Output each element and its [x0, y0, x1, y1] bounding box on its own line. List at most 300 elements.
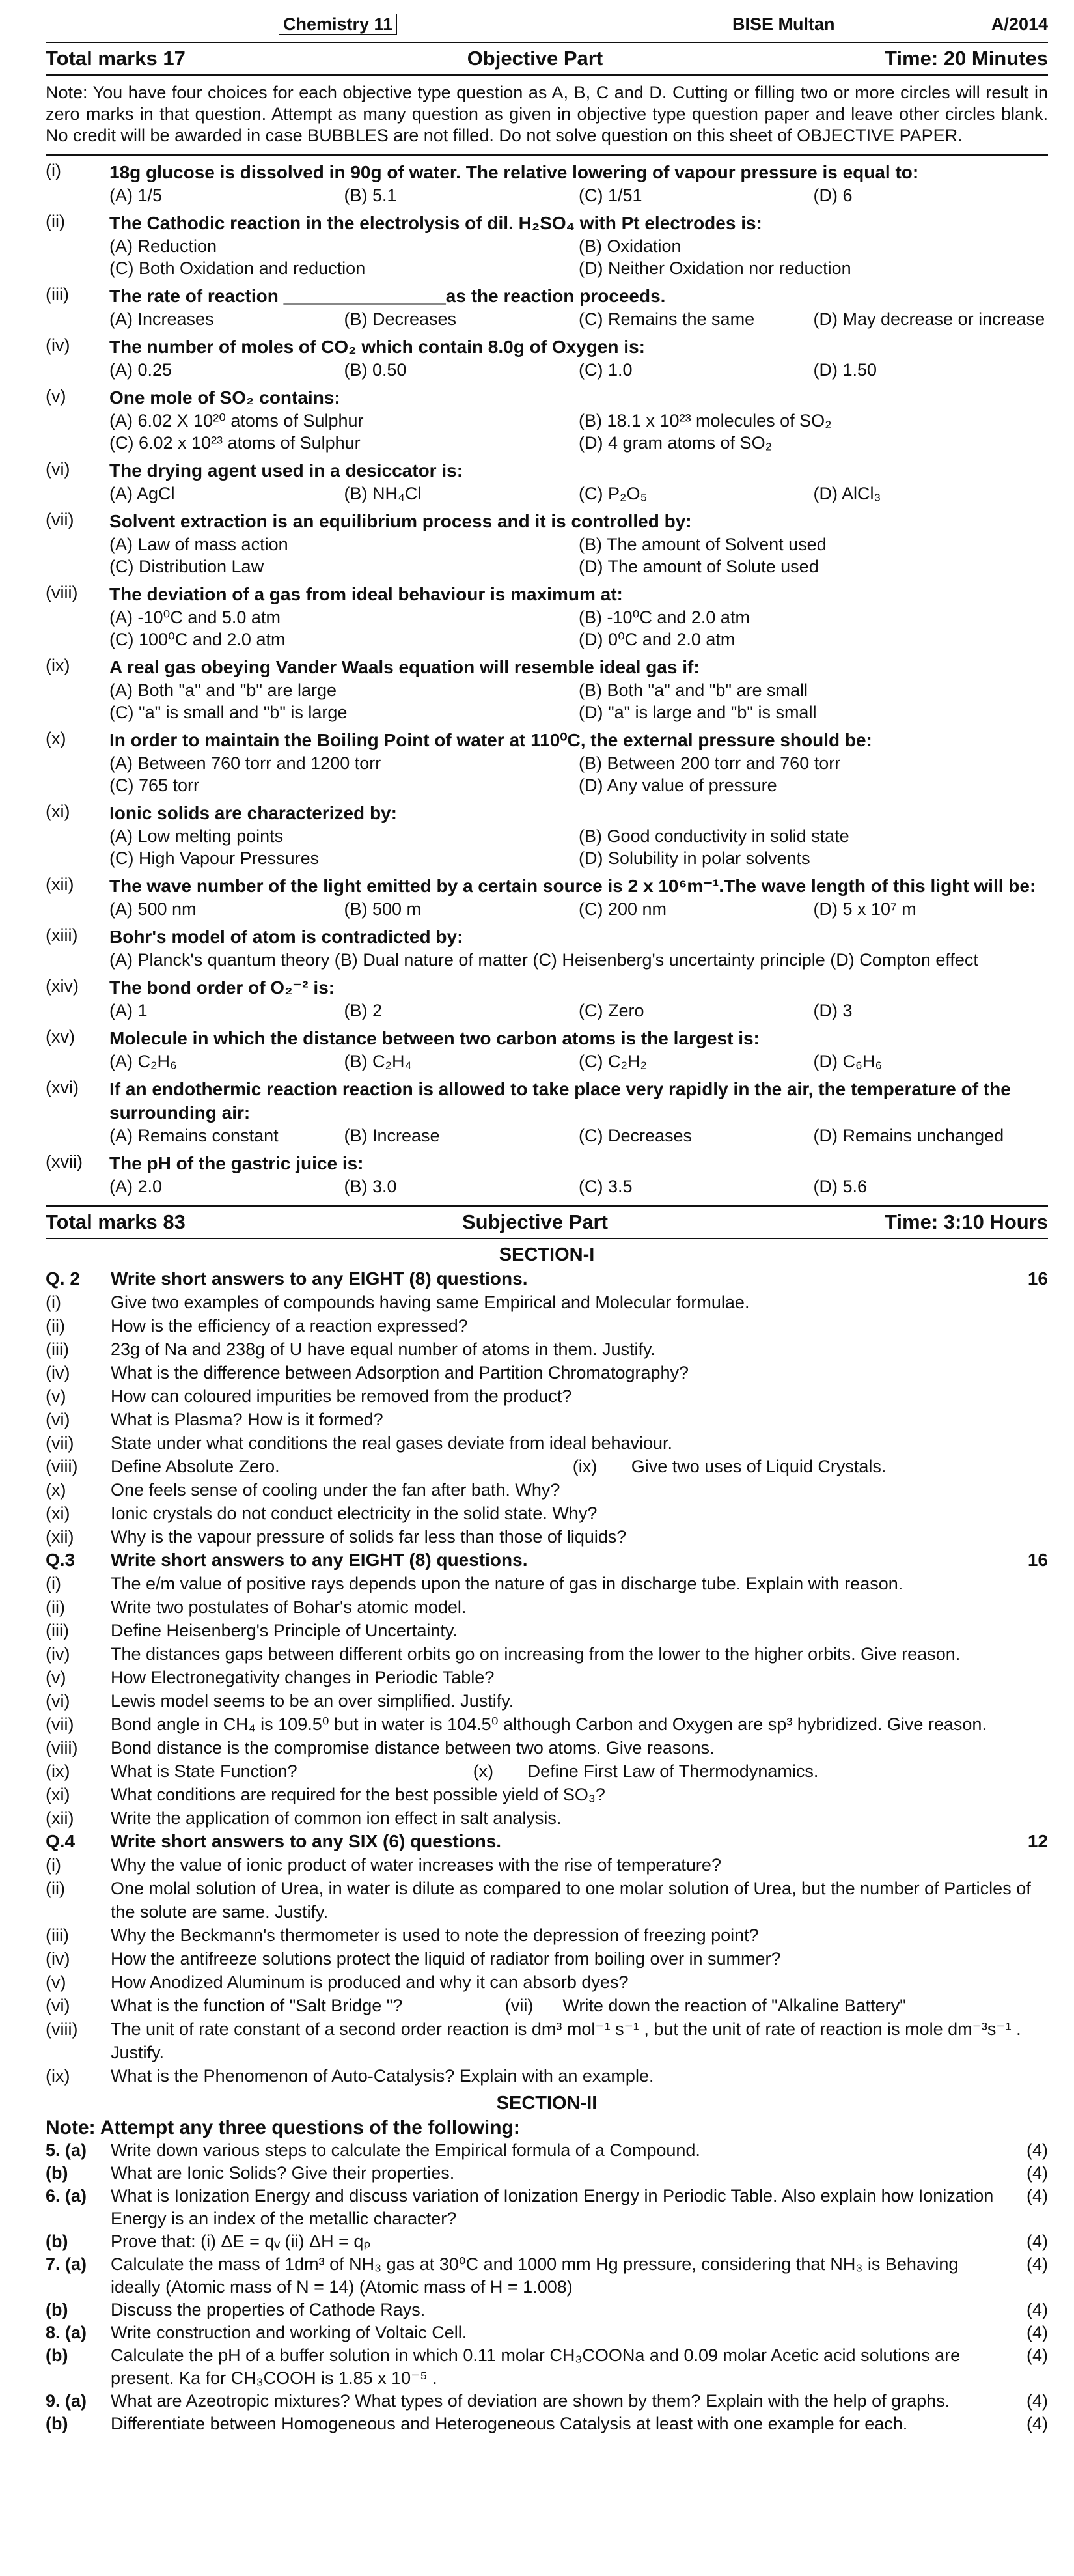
mcq-stem: One mole of SO₂ contains:	[109, 387, 340, 408]
question-instruction: Write short answers to any SIX (6) questions.	[111, 1831, 502, 1851]
mcq-body	[109, 1152, 1048, 1197]
short-question-item	[46, 2064, 1048, 2088]
item-number: (iv)	[46, 1363, 70, 1382]
short-question-item	[46, 1361, 1048, 1384]
mcq-option: (C) Distribution Law	[109, 557, 264, 576]
mcq-options	[109, 1175, 1048, 1197]
mcq-options	[109, 410, 1048, 432]
subjective-total: Total marks 83	[46, 1211, 186, 1233]
objective-note: Note: You have four choices for each objective type question as A, B, C and D. Cutting or filling two or more circles will result in zero marks in that question. Attempt as many question as given in objective type question paper and leave other circles blank. No credit will be awarded in case BUBBLES are not filled. Do not solve question on this sheet of OBJECTIVE PAPER.	[46, 76, 1048, 156]
short-question-item	[46, 1291, 1048, 1314]
item-number: (xi)	[46, 1785, 70, 1804]
item-number: (iii)	[46, 1925, 69, 1945]
mcq-option: (C) 200 nm	[579, 899, 667, 919]
long-question-number: 5. (a)	[46, 2140, 87, 2160]
mcq-options	[109, 235, 1048, 257]
mcq-option: (D) 3	[813, 1001, 853, 1020]
long-question-text: Write construction and working of Voltaic Cell.	[111, 2323, 467, 2342]
mcq-stem: Molecule in which the distance between two carbon atoms is the largest is:	[109, 1028, 760, 1048]
mcq-options	[109, 949, 1048, 971]
mcq-number: (xiii)	[46, 925, 78, 945]
long-question-item	[46, 2390, 1048, 2413]
short-question-item	[46, 1877, 1048, 1924]
long-question-marks: (4)	[1026, 2414, 1048, 2433]
mcq-stem: A real gas obeying Vander Waals equation will resemble ideal gas if:	[109, 657, 700, 677]
mcq-option: (C) Zero	[579, 1001, 644, 1020]
long-question-item	[46, 2299, 1048, 2321]
short-question-item	[46, 1314, 1048, 1337]
item-number: (vi)	[46, 1996, 70, 2015]
short-question-item	[46, 2017, 1048, 2064]
mcq-item	[46, 459, 1048, 505]
mcq-item	[46, 875, 1048, 920]
item-number: (xii)	[46, 1527, 74, 1547]
mcq-option: (B) Between 200 torr and 760 torr	[579, 753, 841, 773]
long-question-text: Prove that: (i) ΔE = qᵥ (ii) ΔH = qₚ	[111, 2232, 371, 2251]
long-question-marks: (4)	[1026, 2345, 1048, 2365]
mcq-option: (D) 4 gram atoms of SO₂	[579, 433, 773, 453]
mcq-option: (D) 1.50	[813, 360, 877, 380]
mcq-options	[109, 359, 1048, 381]
item-number: (ii)	[46, 1879, 65, 1898]
long-question-item	[46, 2139, 1048, 2162]
mcq-stem: The wave number of the light emitted by a certain source is 2 x 10⁶m⁻¹.The wave length of this light will be:	[109, 876, 1036, 896]
mcq-option: (C) 765 torr	[109, 776, 200, 795]
mcq-number: (iv)	[46, 335, 70, 355]
mcq-item	[46, 335, 1048, 381]
mcq-number: (ii)	[46, 212, 65, 231]
short-question-item	[46, 1666, 1048, 1689]
mcq-item	[46, 1027, 1048, 1072]
mcq-option: (C) "a" is small and "b" is large	[109, 703, 348, 722]
question-instruction: Write short answers to any EIGHT (8) questions.	[111, 1550, 528, 1570]
mcq-number: (xi)	[46, 802, 70, 821]
mcq-options	[109, 679, 1048, 701]
short-question-header	[46, 1830, 1048, 1853]
mcq-option: (D) The amount of Solute used	[579, 557, 819, 576]
long-question-number: 9. (a)	[46, 2391, 87, 2411]
mcq-option: (A) AgCl	[109, 484, 175, 503]
section-1-title: SECTION-I	[499, 1244, 595, 1265]
mcq-options	[109, 752, 1048, 774]
item-number: (xii)	[46, 1808, 74, 1828]
mcq-body	[109, 976, 1048, 1022]
long-question-text: What are Azeotropic mixtures? What types of deviation are shown by them? Explain with the help of graphs.	[111, 2391, 950, 2411]
mcq-options	[109, 774, 1048, 796]
mcq-option: (A) 500 nm	[109, 899, 197, 919]
item-text: Why the value of ionic product of water increases with the rise of temperature?	[111, 1855, 721, 1875]
long-question-number: (b)	[46, 2414, 68, 2433]
mcq-option: (B) Good conductivity in solid state	[579, 826, 849, 846]
mcq-option: (D) Solubility in polar solvents	[579, 848, 810, 868]
item-number: (x)	[46, 1480, 66, 1500]
item-number: (vi)	[46, 1691, 70, 1711]
mcq-body	[109, 161, 1048, 206]
mcq-option: (B) Decreases	[344, 309, 457, 329]
short-question-item	[46, 1408, 1048, 1431]
mcq-option: (D) 0⁰C and 2.0 atm	[579, 630, 736, 649]
item-text: What is the difference between Adsorption and Partition Chromatography?	[111, 1363, 689, 1382]
long-question-text: Calculate the mass of 1dm³ of NH₃ gas at 30⁰C and 1000 mm Hg pressure, considering that NH₃ is Behaving ideally (Atomic mass of N = 14) (Atomic mass of H = 1.008)	[111, 2254, 959, 2297]
short-question-item	[46, 1642, 1048, 1666]
question-instruction: Write short answers to any EIGHT (8) questions.	[111, 1268, 528, 1289]
item-text: Write the application of common ion effect in salt analysis.	[111, 1808, 562, 1828]
mcq-item	[46, 212, 1048, 279]
item-number: (viii)	[46, 1738, 78, 1757]
mcq-options	[109, 825, 1048, 847]
mcq-options	[109, 308, 1048, 330]
question-marks: 16	[1027, 1268, 1048, 1289]
long-question-number: (b)	[46, 2345, 68, 2365]
mcq-number: (xv)	[46, 1027, 75, 1046]
mcq-option: (D) "a" is large and "b" is small	[579, 703, 817, 722]
mcq-stem: Bohr's model of atom is contradicted by:	[109, 927, 463, 947]
long-question-number: 8. (a)	[46, 2323, 87, 2342]
mcq-number: (xii)	[46, 875, 74, 894]
mcq-option: (C) 3.5	[579, 1177, 633, 1196]
mcq-number: (vi)	[46, 459, 70, 479]
item-text: The e/m value of positive rays depends upon the nature of gas in discharge tube. Explain with reason.	[111, 1574, 903, 1593]
subjective-time: Time: 3:10 Hours	[885, 1211, 1048, 1233]
item-text: One feels sense of cooling under the fan after bath. Why?	[111, 1480, 560, 1500]
mcq-number: (xiv)	[46, 976, 79, 996]
item-number: (vi)	[46, 1410, 70, 1429]
mcq-option: (C) Decreases	[579, 1126, 693, 1145]
mcq-body	[109, 1078, 1048, 1147]
long-question-marks: (4)	[1026, 2391, 1048, 2411]
objective-title: Objective Part	[467, 47, 603, 70]
mcq-body	[109, 925, 1048, 971]
short-question-item	[46, 1713, 1048, 1736]
mcq-option: (B) 18.1 x 10²³ molecules of SO₂	[579, 411, 832, 430]
long-question-item	[46, 2344, 1048, 2390]
mcq-number: (x)	[46, 729, 66, 748]
mcq-option: (B) -10⁰C and 2.0 atm	[579, 608, 750, 627]
item-text: Define Heisenberg's Principle of Uncertainty.	[111, 1621, 458, 1640]
short-question-item	[46, 1783, 1048, 1806]
question-number: Q. 2	[46, 1268, 80, 1289]
mcq-option: (A) 6.02 X 10²⁰ atoms of Sulphur	[109, 411, 364, 430]
mcq-number: (xvi)	[46, 1078, 79, 1097]
mcq-body	[109, 583, 1048, 651]
short-question-item	[46, 1619, 1048, 1642]
mcq-number: (ix)	[46, 656, 70, 675]
objective-total: Total marks 17	[46, 47, 186, 70]
mcq-body	[109, 1027, 1048, 1072]
item-number: (vii)	[46, 1433, 74, 1453]
mcq-body	[109, 285, 1048, 330]
item-text: What is the function of "Salt Bridge "? (vii) Write down the reaction of "Alkaline Battery"	[111, 1996, 906, 2015]
short-question-item	[46, 1924, 1048, 1947]
long-question-item	[46, 2185, 1048, 2230]
mcq-body	[109, 386, 1048, 454]
mcq-option: (B) NH₄Cl	[344, 484, 422, 503]
item-number: (iii)	[46, 1621, 69, 1640]
mcq-body	[109, 335, 1048, 381]
long-questions	[46, 2139, 1048, 2435]
mcq-item	[46, 510, 1048, 578]
short-question-item	[46, 1736, 1048, 1759]
short-question-item	[46, 1595, 1048, 1619]
mcq-option: (B) 3.0	[344, 1177, 397, 1196]
mcq-stem: If an endothermic reaction reaction is allowed to take place very rapidly in the air, the temperature of the surrounding air:	[109, 1079, 1011, 1123]
year: A/2014	[991, 14, 1048, 34]
item-text: Define Absolute Zero. (ix) Give two uses of Liquid Crystals.	[111, 1457, 887, 1476]
item-number: (i)	[46, 1293, 61, 1312]
item-text: What is Plasma? How is it formed?	[111, 1410, 383, 1429]
item-text: The distances gaps between different orbits go on increasing from the lower to the higher orbits. Give reason.	[111, 1644, 961, 1664]
mcq-stem: Ionic solids are characterized by:	[109, 803, 397, 823]
mcq-option: (A) Between 760 torr and 1200 torr	[109, 753, 381, 773]
mcq-number: (v)	[46, 386, 66, 406]
short-question-item	[46, 1572, 1048, 1595]
item-number: (xi)	[46, 1504, 70, 1523]
mcq-options	[109, 432, 1048, 454]
question-number: Q.4	[46, 1831, 76, 1851]
mcq-option: (D) 5.6	[813, 1177, 868, 1196]
subject: Chemistry 11	[279, 14, 397, 35]
mcq-option: (B) 2	[344, 1001, 383, 1020]
mcq-body	[109, 656, 1048, 723]
item-number: (i)	[46, 1574, 61, 1593]
board: BISE Multan	[732, 14, 835, 34]
item-number: (v)	[46, 1668, 66, 1687]
mcq-option: (D) Any value of pressure	[579, 776, 777, 795]
long-question-text: What are Ionic Solids? Give their properties.	[111, 2163, 455, 2183]
mcq-option: (B) Increase	[344, 1126, 440, 1145]
long-question-marks: (4)	[1026, 2254, 1048, 2274]
mcq-option: (A) Law of mass action	[109, 535, 288, 554]
mcq-item	[46, 285, 1048, 330]
mcq-option: (B) The amount of Solvent used	[579, 535, 827, 554]
mcq-option: (C) C₂H₂	[579, 1052, 647, 1071]
mcq-stem: The drying agent used in a desiccator is:	[109, 460, 463, 481]
long-question-text: What is Ionization Energy and discuss variation of Ionization Energy in Periodic Table. Also explain how Ionization Energy is an index of the metallic character?	[111, 2186, 994, 2228]
short-question-item	[46, 1431, 1048, 1455]
long-question-marks: (4)	[1026, 2163, 1048, 2183]
long-question-marks: (4)	[1026, 2186, 1048, 2205]
mcq-options	[109, 847, 1048, 869]
mcq-option: (A) 2.0	[109, 1177, 163, 1196]
item-text: Write two postulates of Bohar's atomic model.	[111, 1597, 467, 1617]
long-question-text: Differentiate between Homogeneous and Heterogeneous Catalysis at least with one example for each.	[111, 2414, 908, 2433]
long-question-text: Write down various steps to calculate the Empirical formula of a Compound.	[111, 2140, 700, 2160]
long-question-item	[46, 2321, 1048, 2344]
mcq-options	[109, 628, 1048, 651]
mcq-number: (iii)	[46, 285, 69, 304]
item-number: (ii)	[46, 1316, 65, 1336]
short-question-item	[46, 1455, 1048, 1478]
item-number: (ii)	[46, 1597, 65, 1617]
question-number: Q.3	[46, 1550, 76, 1570]
mcq-item	[46, 1078, 1048, 1147]
mcq-options	[109, 701, 1048, 723]
long-question-number: 7. (a)	[46, 2254, 87, 2274]
mcq-number: (xvii)	[46, 1152, 83, 1171]
mcq-option: (C) Both Oxidation and reduction	[109, 259, 366, 278]
short-question-item	[46, 1853, 1048, 1877]
mcq-stem: The Cathodic reaction in the electrolysis of dil. H₂SO₄ with Pt electrodes is:	[109, 213, 762, 233]
item-number: (iv)	[46, 1644, 70, 1664]
mcq-option: (B) Oxidation	[579, 236, 682, 256]
long-question-number: (b)	[46, 2232, 68, 2251]
mcq-stem: The pH of the gastric juice is:	[109, 1153, 364, 1173]
objective-time: Time: 20 Minutes	[885, 47, 1048, 70]
mcq-option: (B) 5.1	[344, 186, 397, 205]
mcq-options	[109, 555, 1048, 578]
mcq-options	[109, 1000, 1048, 1022]
short-question-item	[46, 1384, 1048, 1408]
mcq-body	[109, 729, 1048, 796]
long-question-number: 6. (a)	[46, 2186, 87, 2205]
mcq-option: (B) C₂H₄	[344, 1052, 412, 1071]
mcq-item	[46, 925, 1048, 971]
item-text: How the antifreeze solutions protect the liquid of radiator from boiling over in summer?	[111, 1949, 781, 1968]
mcq-option: (C) 1.0	[579, 360, 633, 380]
mcq-option: (B) Both "a" and "b" are small	[579, 680, 808, 700]
mcq-options	[109, 184, 1048, 206]
item-number: (iii)	[46, 1339, 69, 1359]
mcq-number: (vii)	[46, 510, 74, 529]
mcq-options	[109, 606, 1048, 628]
mcq-options	[109, 898, 1048, 920]
short-question-item	[46, 1970, 1048, 1994]
item-number: (v)	[46, 1386, 66, 1406]
long-question-text: Discuss the properties of Cathode Rays.	[111, 2300, 426, 2319]
section-2-title: SECTION-II	[496, 2093, 598, 2114]
mcq-option: (C) Remains the same	[579, 309, 755, 329]
item-text: Why the Beckmann's thermometer is used to note the depression of freezing point?	[111, 1925, 759, 1945]
mcq-stem: 18g glucose is dissolved in 90g of water. The relative lowering of vapour pressure is equal to:	[109, 162, 919, 182]
mcq-option: (A) 0.25	[109, 360, 172, 380]
mcq-number: (i)	[46, 161, 61, 180]
short-question-item	[46, 1478, 1048, 1502]
mcq-stem: The rate of reaction ________________as the reaction proceeds.	[109, 286, 666, 306]
item-text: What is State Function? (x) Define First Law of Thermodynamics.	[111, 1761, 819, 1781]
short-question-item	[46, 1689, 1048, 1713]
item-number: (iv)	[46, 1949, 70, 1968]
question-marks: 16	[1027, 1550, 1048, 1570]
mcq-option: (B) 0.50	[344, 360, 407, 380]
mcq-options	[109, 1125, 1048, 1147]
mcq-option: (A) Planck's quantum theory (B) Dual nature of matter (C) Heisenberg's uncertainty principle (D) Compton effect	[109, 950, 978, 970]
short-question-item	[46, 1525, 1048, 1548]
long-question-text: Calculate the pH of a buffer solution in which 0.11 molar CH₃COONa and 0.09 molar Acetic acid solutions are present. Ka for CH₃COOH is 1.85 x 10⁻⁵ .	[111, 2345, 961, 2388]
mcq-option: (A) -10⁰C and 5.0 atm	[109, 608, 281, 627]
item-text: Bond distance is the compromise distance between two atoms. Give reasons.	[111, 1738, 715, 1757]
mcq-option: (D) May decrease or increase	[813, 309, 1045, 329]
mcq-option: (C) 100⁰C and 2.0 atm	[109, 630, 286, 649]
mcq-item	[46, 976, 1048, 1022]
item-text: The unit of rate constant of a second order reaction is dm³ mol⁻¹ s⁻¹ , but the unit of rate of reaction is mole dm⁻³s⁻¹ . Justify.	[111, 2019, 1026, 2062]
mcq-stem: In order to maintain the Boiling Point of water at 110⁰C, the external pressure should be:	[109, 730, 872, 750]
mcq-option: (C) 1/51	[579, 186, 642, 205]
mcq-stem: The bond order of O₂⁻² is:	[109, 977, 335, 998]
subjective-bar	[46, 1205, 1048, 1239]
mcq-option: (A) Both "a" and "b" are large	[109, 680, 337, 700]
short-question-header	[46, 1548, 1048, 1572]
mcq-option: (C) P₂O₅	[579, 484, 648, 503]
short-question-header	[46, 1267, 1048, 1291]
item-text: How can coloured impurities be removed from the product?	[111, 1386, 572, 1406]
mcq-option: (A) C₂H₆	[109, 1052, 177, 1071]
item-number: (ix)	[46, 2066, 70, 2086]
mcq-body	[109, 802, 1048, 869]
objective-bar	[46, 42, 1048, 76]
item-text: Ionic crystals do not conduct electricity in the solid state. Why?	[111, 1504, 598, 1523]
mcq-body	[109, 875, 1048, 920]
item-text: Why is the vapour pressure of solids far less than those of liquids?	[111, 1527, 627, 1547]
mcq-option: (D) 6	[813, 186, 853, 205]
mcq-number: (viii)	[46, 583, 78, 602]
item-number: (viii)	[46, 1457, 78, 1476]
item-number: (i)	[46, 1855, 61, 1875]
short-question-item	[46, 1994, 1048, 2017]
item-text: How is the efficiency of a reaction expressed?	[111, 1316, 468, 1336]
item-text: State under what conditions the real gases deviate from ideal behaviour.	[111, 1433, 673, 1453]
mcq-stem: The deviation of a gas from ideal behaviour is maximum at:	[109, 584, 623, 604]
mcq-option: (C) 6.02 x 10²³ atoms of Sulphur	[109, 433, 361, 453]
item-text: 23g of Na and 238g of U have equal number of atoms in them. Justify.	[111, 1339, 655, 1359]
item-text: Give two examples of compounds having same Empirical and Molecular formulae.	[111, 1293, 750, 1312]
item-text: Bond angle in CH₄ is 109.5⁰ but in water is 104.5⁰ although Carbon and Oxygen are sp³ hybridized. Give reason.	[111, 1715, 987, 1734]
mcq-option: (D) AlCl₃	[813, 484, 881, 503]
item-text: How Electronegativity changes in Periodic Table?	[111, 1668, 495, 1687]
mcq-options	[109, 533, 1048, 555]
mcq-options	[109, 483, 1048, 505]
mcq-list	[46, 161, 1048, 1197]
mcq-item	[46, 161, 1048, 206]
long-question-item	[46, 2230, 1048, 2253]
short-questions	[46, 1267, 1048, 2088]
mcq-option: (C) High Vapour Pressures	[109, 848, 320, 868]
long-question-marks: (4)	[1026, 2300, 1048, 2319]
long-question-item	[46, 2162, 1048, 2185]
mcq-option: (A) 1	[109, 1001, 148, 1020]
mcq-option: (A) Remains constant	[109, 1126, 279, 1145]
mcq-option: (A) 1/5	[109, 186, 163, 205]
item-text: Lewis model seems to be an over simplified. Justify.	[111, 1691, 514, 1711]
short-question-item	[46, 1759, 1048, 1783]
mcq-item	[46, 656, 1048, 723]
mcq-option: (B) 500 m	[344, 899, 422, 919]
mcq-option: (A) Increases	[109, 309, 214, 329]
mcq-item	[46, 802, 1048, 869]
long-question-number: (b)	[46, 2300, 68, 2319]
question-marks: 12	[1027, 1831, 1048, 1851]
mcq-body	[109, 459, 1048, 505]
short-question-item	[46, 1947, 1048, 1970]
item-number: (v)	[46, 1972, 66, 1992]
short-question-item	[46, 1806, 1048, 1830]
long-question-item	[46, 2413, 1048, 2435]
long-question-marks: (4)	[1026, 2323, 1048, 2342]
mcq-option: (A) Reduction	[109, 236, 217, 256]
mcq-body	[109, 212, 1048, 279]
mcq-item	[46, 386, 1048, 454]
subjective-title: Subjective Part	[461, 1211, 608, 1233]
mcq-options	[109, 257, 1048, 279]
mcq-option: (D) Neither Oxidation nor reduction	[579, 259, 851, 278]
short-question-item	[46, 1337, 1048, 1361]
item-text: One molal solution of Urea, in water is dilute as compared to one molar solution of Urea, but the number of Particles of the solute are same. Justify.	[111, 1879, 1036, 1922]
long-question-item	[46, 2253, 1048, 2299]
mcq-option: (A) Low melting points	[109, 826, 284, 846]
mcq-option: (D) Remains unchanged	[813, 1126, 1004, 1145]
short-question-item	[46, 1502, 1048, 1525]
long-question-marks: (4)	[1026, 2140, 1048, 2160]
long-question-number: (b)	[46, 2163, 68, 2183]
